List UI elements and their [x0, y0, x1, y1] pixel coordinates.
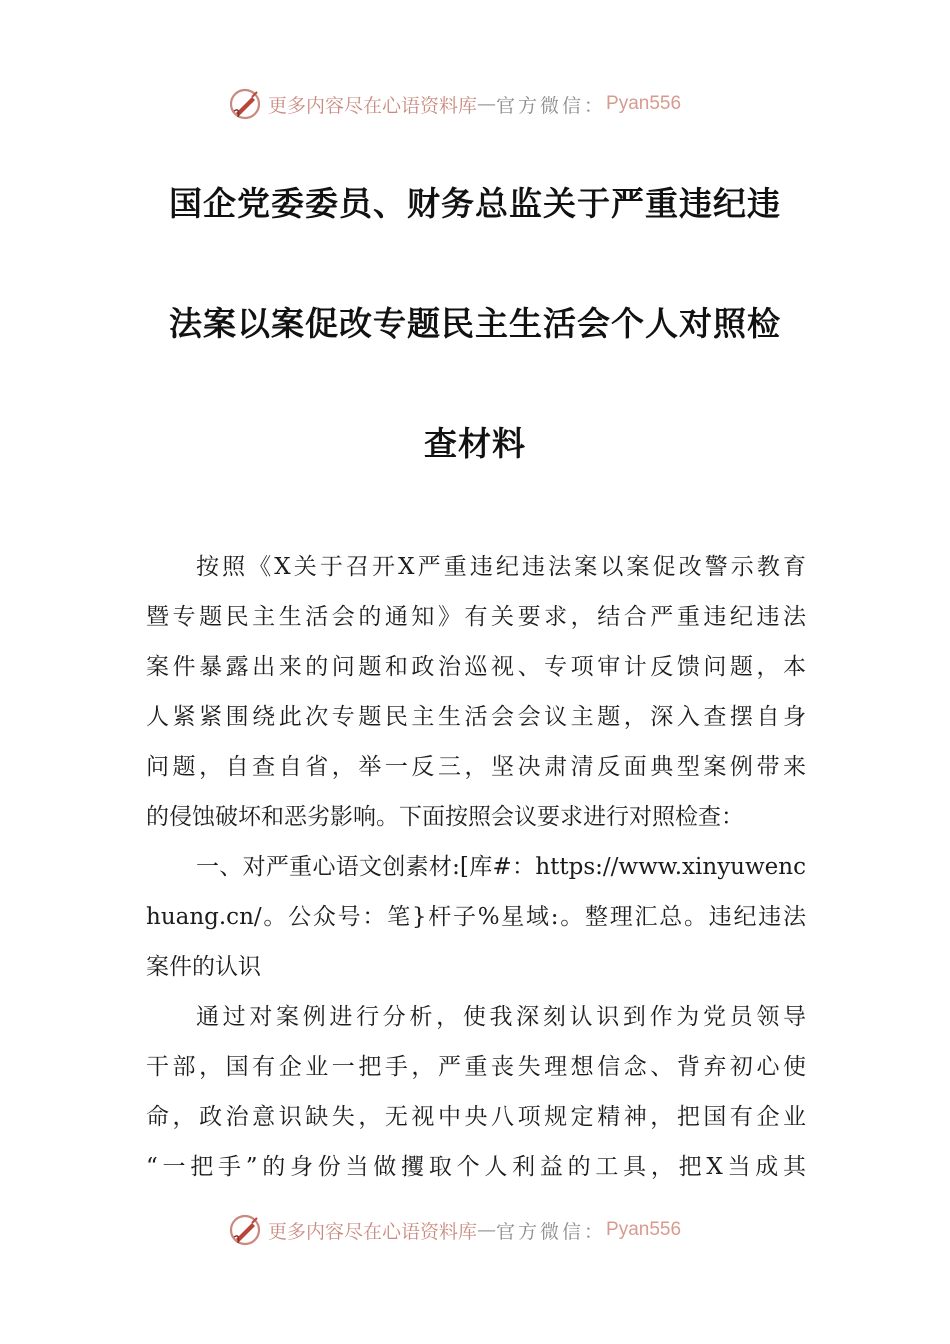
watermark-wechat-label: 官方微信： — [496, 1220, 607, 1243]
watermark-wechat-id: Pyan556 — [606, 93, 682, 114]
watermark-separator: — — [477, 93, 497, 115]
body-line: 干部，国有企业一把手，严重丧失理想信念、背弃初心使 — [146, 1054, 806, 1080]
body-line: 问题，自查自省，举一反三，坚决肃清反面典型案例带来 — [146, 754, 806, 780]
body-line: 人紧紧围绕此次专题民主生活会会议主题，深入查摆自身 — [146, 704, 806, 730]
body-line: 的侵蚀破坏和恶劣影响。下面按照会议要求进行对照检查： — [146, 804, 744, 830]
body-line: “一把手”的身份当做攫取个人利益的工具，把X当成其 — [146, 1154, 806, 1180]
quill-pen-circle-icon — [228, 87, 262, 121]
body-line: 案件暴露出来的问题和政治巡视、专项审计反馈问题，本 — [146, 654, 806, 680]
body-line: 一、对严重心语文创素材:[库#：https://www.xinyuwenc — [196, 854, 806, 880]
watermark-site-text: 更多内容尽在心语资料库 — [268, 1220, 478, 1243]
document-title-line-3: 查材料 — [424, 424, 526, 463]
watermark-separator: — — [477, 1219, 497, 1241]
document-title-line-1: 国企党委委员、财务总监关于严重违纪违 — [169, 184, 781, 223]
body-line: 案件的认识 — [146, 954, 261, 980]
watermark-wechat-id: Pyan556 — [606, 1219, 682, 1240]
watermark-site-text: 更多内容尽在心语资料库 — [268, 94, 478, 117]
watermark-wechat-label: 官方微信： — [496, 94, 607, 117]
body-line: 按照《X关于召开X严重违纪违法案以案促改警示教育 — [196, 554, 806, 580]
body-line: 暨专题民主生活会的通知》有关要求，结合严重违纪违法 — [146, 604, 806, 630]
footer-watermark — [228, 1210, 748, 1250]
body-line: 命，政治意识缺失，无视中央八项规定精神，把国有企业 — [146, 1104, 806, 1130]
body-line: huang.cn/。公众号：笔}杆子%星域:。整理汇总。违纪违法 — [146, 904, 806, 930]
document-title-line-2: 法案以案促改专题民主生活会个人对照检 — [169, 304, 781, 343]
quill-pen-circle-icon — [228, 1213, 262, 1247]
header-watermark — [228, 84, 748, 124]
body-line: 通过对案例进行分析，使我深刻认识到作为党员领导 — [196, 1004, 806, 1030]
